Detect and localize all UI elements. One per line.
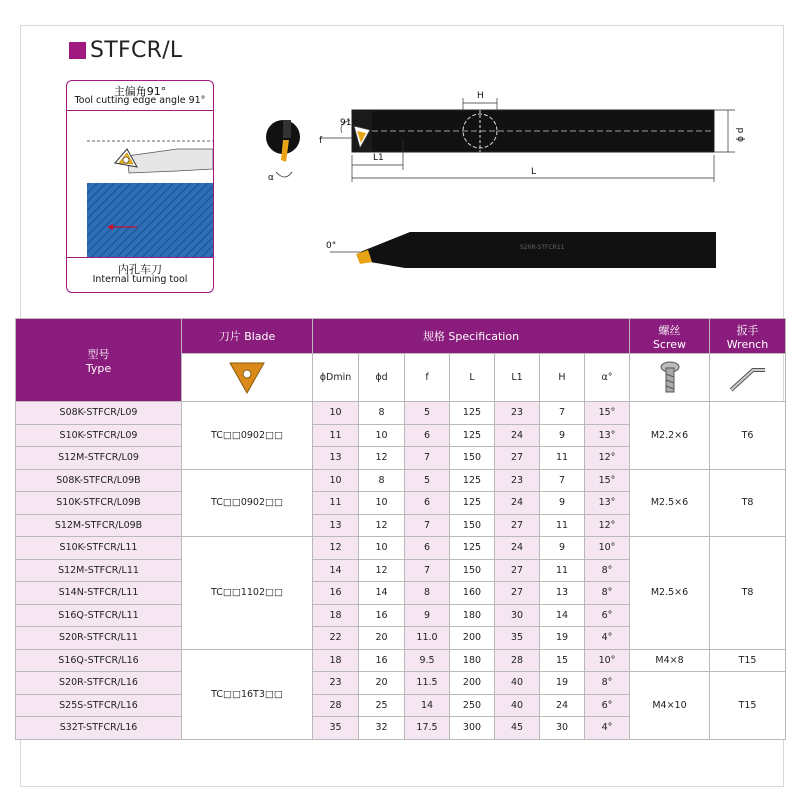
spec-cell: 150	[450, 559, 495, 582]
spec-cell: 180	[450, 604, 495, 627]
spec-cell: 125	[450, 492, 495, 515]
spec-cell: 125	[450, 424, 495, 447]
spec-cell: 6	[405, 424, 450, 447]
spec-cell: 14	[405, 694, 450, 717]
spec-cell: 45	[495, 717, 540, 740]
spec-cell: 8	[359, 469, 405, 492]
spec-cell: 4°	[585, 627, 630, 650]
spec-cell: 13	[313, 447, 359, 470]
bar-marking: S20R-STFCR11	[520, 244, 565, 251]
blade-header: 刀片 Blade	[182, 319, 313, 354]
spec-cell: 200	[450, 672, 495, 695]
spec-cell: 300	[450, 717, 495, 740]
spec-cell: 32	[359, 717, 405, 740]
type-cell: S20R-STFCR/L11	[16, 627, 182, 650]
screw-header: 螺丝 Screw	[630, 319, 710, 354]
type-cell: S16Q-STFCR/L11	[16, 604, 182, 627]
angle-91-label: 91°	[340, 118, 356, 128]
spec-cell: 11	[313, 424, 359, 447]
tool-label-cn: 内孔车刀	[118, 263, 162, 276]
spec-cell: 7	[405, 447, 450, 470]
spec-cell: 18	[313, 604, 359, 627]
blade-cell: TC□□0902□□	[182, 402, 313, 470]
spec-cell: 40	[495, 672, 540, 695]
spec-cell: 12	[313, 537, 359, 560]
spec-cell: 10°	[585, 649, 630, 672]
type-cell: S16Q-STFCR/L16	[16, 649, 182, 672]
spec-cell: 23	[495, 469, 540, 492]
spec-cell: 27	[495, 514, 540, 537]
spec-cell: 8°	[585, 672, 630, 695]
spec-cell: 180	[450, 649, 495, 672]
table-row	[16, 672, 786, 695]
f-dimension-label: f	[319, 136, 323, 146]
spec-cell: 12	[359, 559, 405, 582]
spec-cell: 16	[359, 604, 405, 627]
spec-cell: 12°	[585, 447, 630, 470]
type-cell: S08K-STFCR/L09B	[16, 469, 182, 492]
spec-cell: 35	[495, 627, 540, 650]
type-cell: S25S-STFCR/L16	[16, 694, 182, 717]
spec-cell: 250	[450, 694, 495, 717]
type-cell: S14N-STFCR/L11	[16, 582, 182, 605]
spec-header: 规格 Specification	[313, 319, 630, 354]
spec-table	[15, 318, 786, 740]
spec-cell: 19	[540, 672, 585, 695]
spec-cell: 16	[313, 582, 359, 605]
spec-cell: 30	[495, 604, 540, 627]
angle-label-en: Tool cutting edge angle 91°	[74, 95, 206, 106]
spec-cell: 30	[540, 717, 585, 740]
spec-cell: 24	[495, 492, 540, 515]
spec-cell: 15°	[585, 402, 630, 425]
screw-cell: M2.5×6	[630, 537, 710, 650]
spec-cell: 22	[313, 627, 359, 650]
spec-cell: 14	[313, 559, 359, 582]
spec-cell: 150	[450, 514, 495, 537]
spec-cell: 35	[313, 717, 359, 740]
spec-cell: 12	[359, 447, 405, 470]
type-cell: S20R-STFCR/L16	[16, 672, 182, 695]
spec-cell: 23	[313, 672, 359, 695]
screw-cell: M2.5×6	[630, 469, 710, 537]
blade-cell: TC□□1102□□	[182, 537, 313, 650]
spec-cell: 10	[313, 402, 359, 425]
spec-cell: 17.5	[405, 717, 450, 740]
spec-cell: 125	[450, 469, 495, 492]
spec-cell: 15°	[585, 469, 630, 492]
col-header: H	[540, 354, 585, 402]
type-cell: S12M-STFCR/L09	[16, 447, 182, 470]
wrench-cell: T6	[710, 402, 786, 470]
table-row	[16, 537, 786, 560]
spec-cell: 6°	[585, 694, 630, 717]
spec-cell: 11	[540, 447, 585, 470]
blade-cell: TC□□16T3□□	[182, 649, 313, 739]
spec-cell: 7	[405, 559, 450, 582]
spec-cell: 27	[495, 582, 540, 605]
angle-label-cn: 主偏角91°	[113, 85, 167, 98]
spec-cell: 8°	[585, 559, 630, 582]
col-header: L	[450, 354, 495, 402]
wrench-cell: T15	[710, 672, 786, 740]
spec-cell: 13°	[585, 424, 630, 447]
wrench-header: 扳手 Wrench	[710, 319, 786, 354]
spec-cell: 10	[359, 424, 405, 447]
spec-cell: 125	[450, 537, 495, 560]
tool-holder-drawing	[0, 0, 800, 320]
type-cell: S32T-STFCR/L16	[16, 717, 182, 740]
type-cell: S08K-STFCR/L09	[16, 402, 182, 425]
page-title: STFCR/L	[90, 38, 183, 63]
blade-cell: TC□□0902□□	[182, 469, 313, 537]
spec-cell: 6°	[585, 604, 630, 627]
spec-cell: 160	[450, 582, 495, 605]
spec-cell: 7	[540, 469, 585, 492]
spec-cell: 200	[450, 627, 495, 650]
spec-cell: 7	[405, 514, 450, 537]
spec-cell: 15	[540, 649, 585, 672]
spec-cell: 8	[359, 402, 405, 425]
l1-dimension-label: L1	[373, 153, 384, 163]
spec-cell: 5	[405, 469, 450, 492]
table-row	[16, 649, 786, 672]
spec-cell: 24	[495, 424, 540, 447]
spec-cell: 9	[405, 604, 450, 627]
spec-cell: 150	[450, 447, 495, 470]
spec-cell: 7	[540, 402, 585, 425]
screw-cell: M2.2×6	[630, 402, 710, 470]
spec-cell: 20	[359, 627, 405, 650]
spec-cell: 13	[313, 514, 359, 537]
spec-cell: 10	[359, 537, 405, 560]
wrench-cell: T8	[710, 537, 786, 650]
spec-cell: 11	[313, 492, 359, 515]
col-header: L1	[495, 354, 540, 402]
l-dimension-label: L	[531, 167, 537, 177]
type-header: 型号 Type	[16, 319, 182, 402]
col-header: ϕd	[359, 354, 405, 402]
spec-cell: 9	[540, 424, 585, 447]
spec-cell: 13°	[585, 492, 630, 515]
tool-label-en: Internal turning tool	[92, 274, 188, 285]
screw-cell: M4×8	[630, 649, 710, 672]
type-cell: S10K-STFCR/L09	[16, 424, 182, 447]
triangle-insert-icon	[182, 354, 313, 402]
spec-cell: 23	[495, 402, 540, 425]
type-cell: S12M-STFCR/L11	[16, 559, 182, 582]
spec-cell: 18	[313, 649, 359, 672]
alpha-label: α	[268, 173, 274, 183]
table-row	[16, 469, 786, 492]
spec-cell: 16	[359, 649, 405, 672]
spec-cell: 9	[540, 537, 585, 560]
screw-cell: M4×10	[630, 672, 710, 740]
spec-cell: 12	[359, 514, 405, 537]
table-row	[16, 402, 786, 425]
spec-cell: 11	[540, 514, 585, 537]
spec-cell: 14	[540, 604, 585, 627]
spec-cell: 19	[540, 627, 585, 650]
spec-cell: 10	[313, 469, 359, 492]
zero-angle-label: 0°	[326, 241, 337, 251]
spec-cell: 12°	[585, 514, 630, 537]
type-cell: S10K-STFCR/L11	[16, 537, 182, 560]
spec-cell: 20	[359, 672, 405, 695]
spec-cell: 10°	[585, 537, 630, 560]
spec-cell: 6	[405, 492, 450, 515]
spec-cell: 4°	[585, 717, 630, 740]
type-cell: S10K-STFCR/L09B	[16, 492, 182, 515]
wrench-cell: T8	[710, 469, 786, 537]
col-header: α°	[585, 354, 630, 402]
spec-cell: 13	[540, 582, 585, 605]
spec-cell: 8°	[585, 582, 630, 605]
spec-cell: 28	[495, 649, 540, 672]
screw-icon	[630, 354, 710, 402]
phid-dimension-label: ϕ d	[736, 127, 746, 142]
type-cell: S12M-STFCR/L09B	[16, 514, 182, 537]
spec-cell: 27	[495, 447, 540, 470]
spec-cell: 24	[540, 694, 585, 717]
col-header: f	[405, 354, 450, 402]
wrench-cell: T15	[710, 649, 786, 672]
spec-cell: 24	[495, 537, 540, 560]
spec-cell: 27	[495, 559, 540, 582]
torx-wrench-icon	[710, 354, 786, 402]
spec-cell: 14	[359, 582, 405, 605]
col-header: ϕDmin	[313, 354, 359, 402]
spec-cell: 6	[405, 537, 450, 560]
spec-cell: 11	[540, 559, 585, 582]
spec-cell: 11.5	[405, 672, 450, 695]
spec-cell: 9	[540, 492, 585, 515]
spec-cell: 28	[313, 694, 359, 717]
spec-cell: 40	[495, 694, 540, 717]
spec-cell: 5	[405, 402, 450, 425]
spec-cell: 8	[405, 582, 450, 605]
spec-cell: 125	[450, 402, 495, 425]
spec-cell: 25	[359, 694, 405, 717]
spec-cell: 11.0	[405, 627, 450, 650]
spec-cell: 10	[359, 492, 405, 515]
h-dimension-label: H	[477, 91, 484, 101]
spec-cell: 9.5	[405, 649, 450, 672]
